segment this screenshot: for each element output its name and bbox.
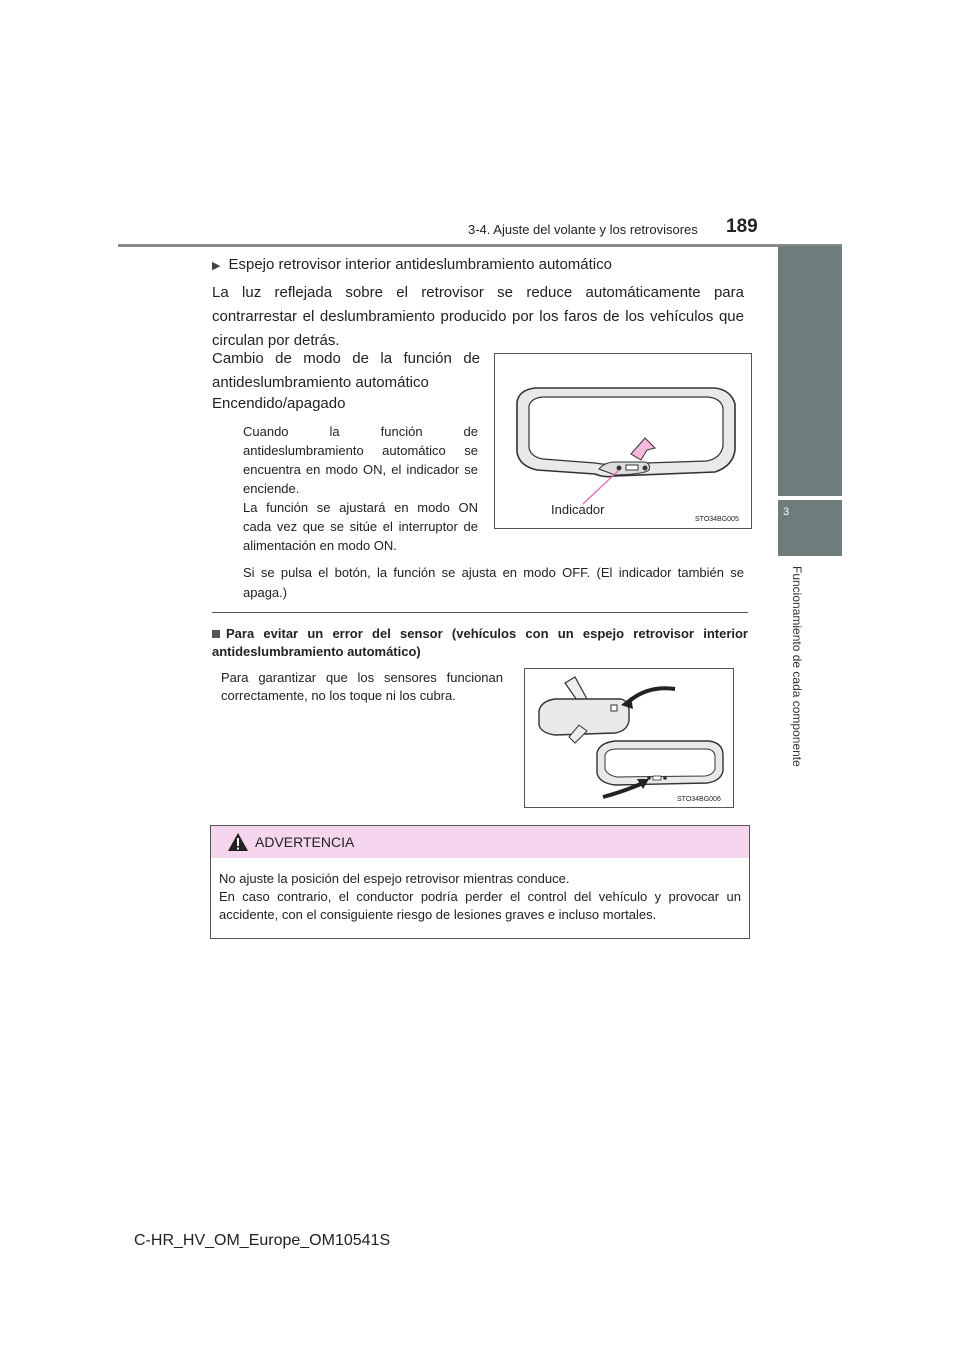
mode-description-line-2: La función se ajustará en modo ON cada vez que se sitúe el interruptor de alimentación en modo ON. <box>243 500 478 553</box>
sensor-illustration <box>525 669 733 807</box>
chapter-number: 3 <box>783 506 790 518</box>
figure-mirror-indicator <box>494 353 752 529</box>
chapter-title: Funcionamiento de cada componente <box>790 566 804 767</box>
mode-subtitle: Encendido/apagado <box>212 395 346 412</box>
mode-title: Cambio de modo de la función de antideslumbramiento automático <box>212 350 480 391</box>
figure-code: STO34BG005 <box>695 516 739 523</box>
section-divider <box>212 612 748 613</box>
chapter-title-vertical <box>790 566 810 798</box>
chapter-tab-number <box>778 500 842 556</box>
warning-header <box>211 826 749 858</box>
intro-paragraph: La luz reflejada sobre el retrovisor se reduce automáticamente para contrarrestar el deslumbramiento producido por los faros de los vehículos que circulan por detrás. <box>212 284 744 349</box>
header-section-title: 3-4. Ajuste del volante y los retrovisores <box>468 222 698 237</box>
header-divider <box>118 244 842 247</box>
mirror-illustration <box>495 354 751 528</box>
warning-line-1: No ajuste la posición del espejo retrovisor mientras conduce. <box>219 871 570 886</box>
triangle-bullet-icon: ▶ <box>212 260 221 272</box>
warning-box <box>210 825 750 939</box>
mode-description-line-1: Cuando la función de antideslumbramiento automático se encuentra en modo ON, el indicador se enciende. <box>243 424 478 496</box>
square-bullet-icon <box>212 630 220 638</box>
warning-triangle-icon <box>227 832 249 852</box>
subheading <box>212 256 612 273</box>
page-number: 189 <box>726 216 758 237</box>
indicator-label: Indicador <box>551 502 605 517</box>
figure-code: STO34BG006 <box>677 796 721 803</box>
figure-mirror-sensors <box>524 668 734 808</box>
note-title <box>212 625 748 661</box>
chapter-tab-bar <box>778 246 842 496</box>
note-body: Para garantizar que los sensores funcionan correctamente, no los toque ni los cubra. <box>221 670 503 703</box>
warning-line-2: En caso contrario, el conductor podría perder el control del vehículo y provocar un accidente, con el consiguiente riesgo de lesiones graves e incluso mortales. <box>219 889 741 922</box>
warning-title: ADVERTENCIA <box>255 834 355 850</box>
mode-description <box>243 422 478 555</box>
mode-off-paragraph: Si se pulsa el botón, la función se ajusta en modo OFF. (El indicador también se apaga.) <box>243 565 744 600</box>
note-title-text: Para evitar un error del sensor (vehículos con un espejo retrovisor interior antideslumbramiento automático) <box>212 626 748 659</box>
footer-document-id: C-HR_HV_OM_Europe_OM10541S <box>134 1232 391 1249</box>
warning-body <box>219 870 741 924</box>
subheading-text: Espejo retrovisor interior antideslumbramiento automático <box>228 256 612 273</box>
